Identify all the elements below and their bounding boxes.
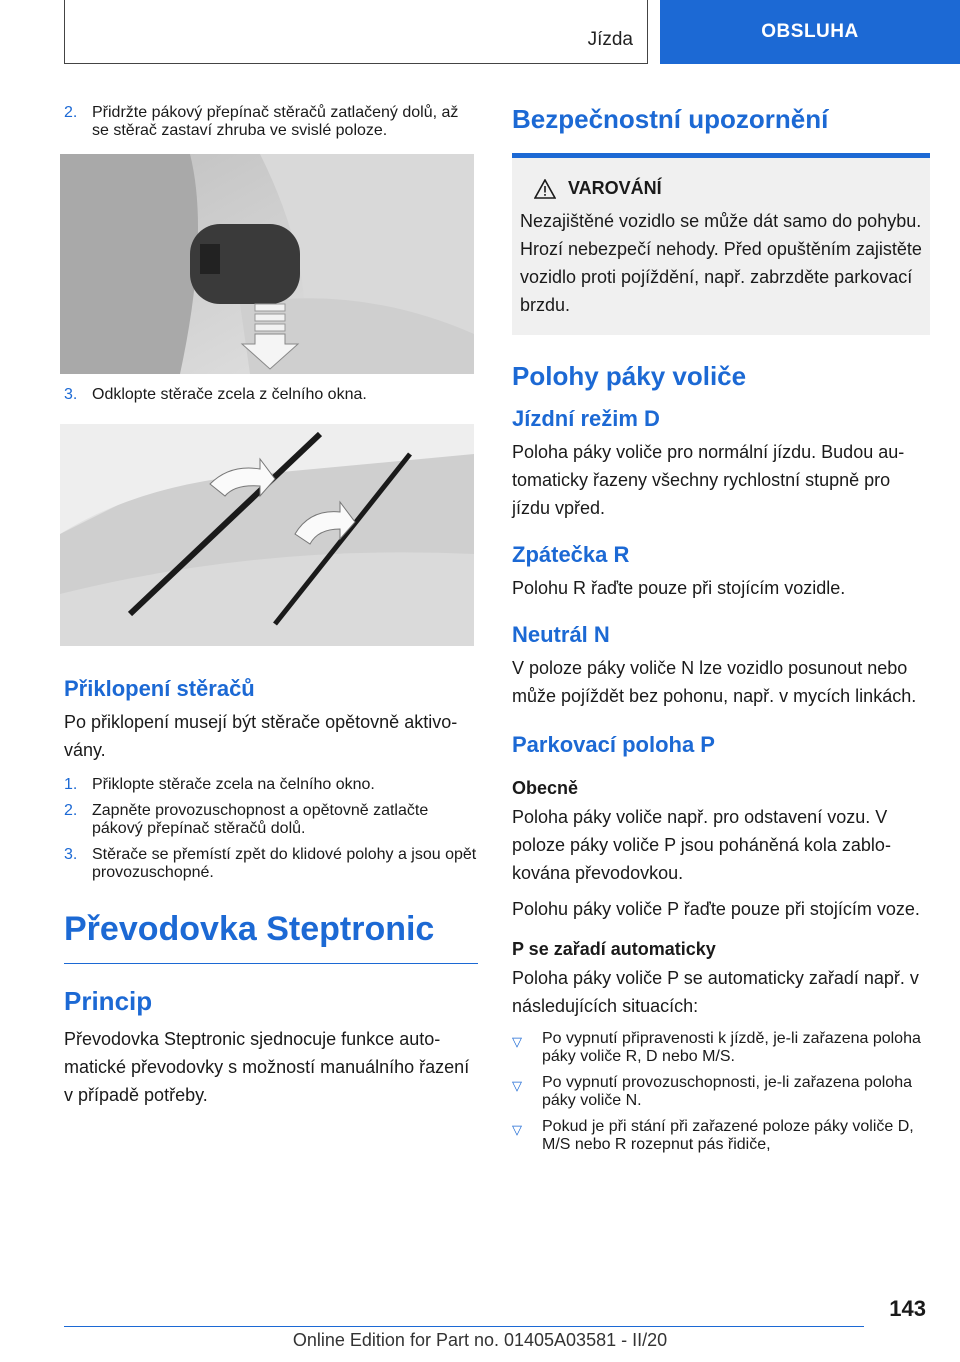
page-number: 143 — [889, 1296, 926, 1321]
step-number: 3. — [64, 846, 78, 863]
wiper-folded-illustration — [60, 424, 474, 646]
neutral-text: V poloze páky voliče N lze vozidlo posunout nebo může pojíždět bez pohonu, např. v mycích linkách. — [512, 658, 917, 706]
left-column — [64, 104, 478, 1109]
fold-steps — [64, 776, 478, 882]
general-text-2: Polohu páky voliče P řaďte pouze při stojícím voze. — [512, 899, 920, 919]
warning-label: VAROVÁNÍ — [568, 178, 662, 198]
chapter-title: Převodovka Steptronic — [64, 910, 478, 964]
step-text: Stěrače se přemístí zpět do klidové polohy a jsou opět provozuschopné. — [92, 846, 477, 881]
auto-park-title: P se zařadí automaticky — [512, 939, 716, 959]
list-item — [512, 1118, 930, 1154]
auto-park-list — [512, 1030, 930, 1154]
principle-text: Převodovka Steptronic sjednocuje funkce automatické převodovky s možností manuálního řazení v případě potřeby. — [64, 1029, 470, 1105]
drive-mode-text: Poloha páky voliče pro normální jízdu. Budou automaticky řazeny všechny rychlostní stupně pro jízdu vpřed. — [512, 442, 905, 518]
step-number: 2. — [64, 802, 78, 819]
step-text: Odklopte stěrače zcela z čelního okna. — [92, 386, 367, 403]
step-text: Zapněte provozuschopnost a opětovně zatlačte pákový přepínač stěračů dolů. — [92, 802, 429, 837]
wiper-folded-image — [60, 424, 474, 646]
step-number: 3. — [64, 386, 78, 403]
fold-step — [64, 802, 478, 838]
step-text: Přiklopte stěrače zcela na čelního okno. — [92, 776, 375, 793]
auto-park-intro: Poloha páky voliče P se automaticky zařadí např. v následujících situacích: — [512, 968, 919, 1016]
list-item — [512, 1074, 930, 1110]
list-item-text: Pokud je při stání při zařazené poloze páky voliče D, M/S nebo R rozepnut pás řidiče, — [542, 1118, 914, 1153]
list-item-text: Po vypnutí připravenosti k jízdě, je-li zařazena poloha páky voliče R, D nebo M/S. — [542, 1030, 921, 1065]
fold-step — [64, 846, 478, 882]
neutral-title: Neutrál N — [512, 622, 610, 647]
reverse-text: Polohu R řaďte pouze při stojícím vozidle. — [512, 578, 846, 598]
wiper-lever-illustration — [60, 154, 474, 374]
wiper-lever-image — [60, 154, 474, 374]
step-number: 1. — [64, 776, 78, 793]
fold-intro: Po přiklopení musejí být stěrače opětovně aktivovány. — [64, 712, 458, 760]
principle-title: Princip — [64, 986, 153, 1016]
fold-step — [64, 776, 478, 794]
chapter-tab-label: OBSLUHA — [761, 21, 859, 42]
chapter-tab[interactable] — [660, 0, 960, 64]
triangle-bullet-icon: ▽ — [512, 1078, 522, 1093]
step-number: 2. — [64, 104, 78, 121]
step-3 — [64, 386, 478, 404]
safety-title: Bezpečnostní upozornění — [512, 104, 829, 134]
warning-box — [512, 153, 930, 335]
section-label: Jízda — [587, 29, 633, 50]
edition-note: Online Edition for Part no. 01405A03581 - II/20 — [292, 1330, 668, 1350]
list-item — [512, 1030, 930, 1066]
triangle-bullet-icon: ▽ — [512, 1034, 522, 1049]
reverse-title: Zpátečka R — [512, 542, 630, 567]
general-title: Obecně — [512, 778, 579, 798]
park-title: Parkovací poloha P — [512, 732, 715, 757]
warning-header — [534, 178, 922, 199]
positions-title: Polohy páky voliče — [512, 361, 747, 391]
step-text: Přidržte pákový přepínač stěračů zatlačený dolů, až se stěrač zastaví zhruba ve svislé poloze. — [92, 104, 459, 139]
warning-text: Nezajištěné vozidlo se může dát samo do pohybu. Hrozí nebezpečí nehody. Před opuštěním zajistěte vozidlo proti pojíždění, např. zabrzděte parkovací brzdu. — [520, 211, 922, 315]
general-text-1: Poloha páky voliče např. pro odstavení vozu. V poloze páky voliče P jsou poháněná kola zablokována převodovkou. — [512, 807, 891, 883]
footer-divider — [64, 1326, 864, 1327]
fold-section-title: Přiklopení stěračů — [64, 676, 255, 701]
step-2 — [64, 104, 478, 140]
header-frame — [64, 0, 648, 64]
drive-mode-title: Jízdní režim D — [512, 406, 660, 431]
list-item-text: Po vypnutí provozuschopnosti, je-li zařazena poloha páky voliče N. — [542, 1074, 912, 1109]
warning-triangle-icon — [534, 179, 556, 199]
triangle-bullet-icon: ▽ — [512, 1122, 522, 1137]
right-column — [512, 104, 930, 1162]
